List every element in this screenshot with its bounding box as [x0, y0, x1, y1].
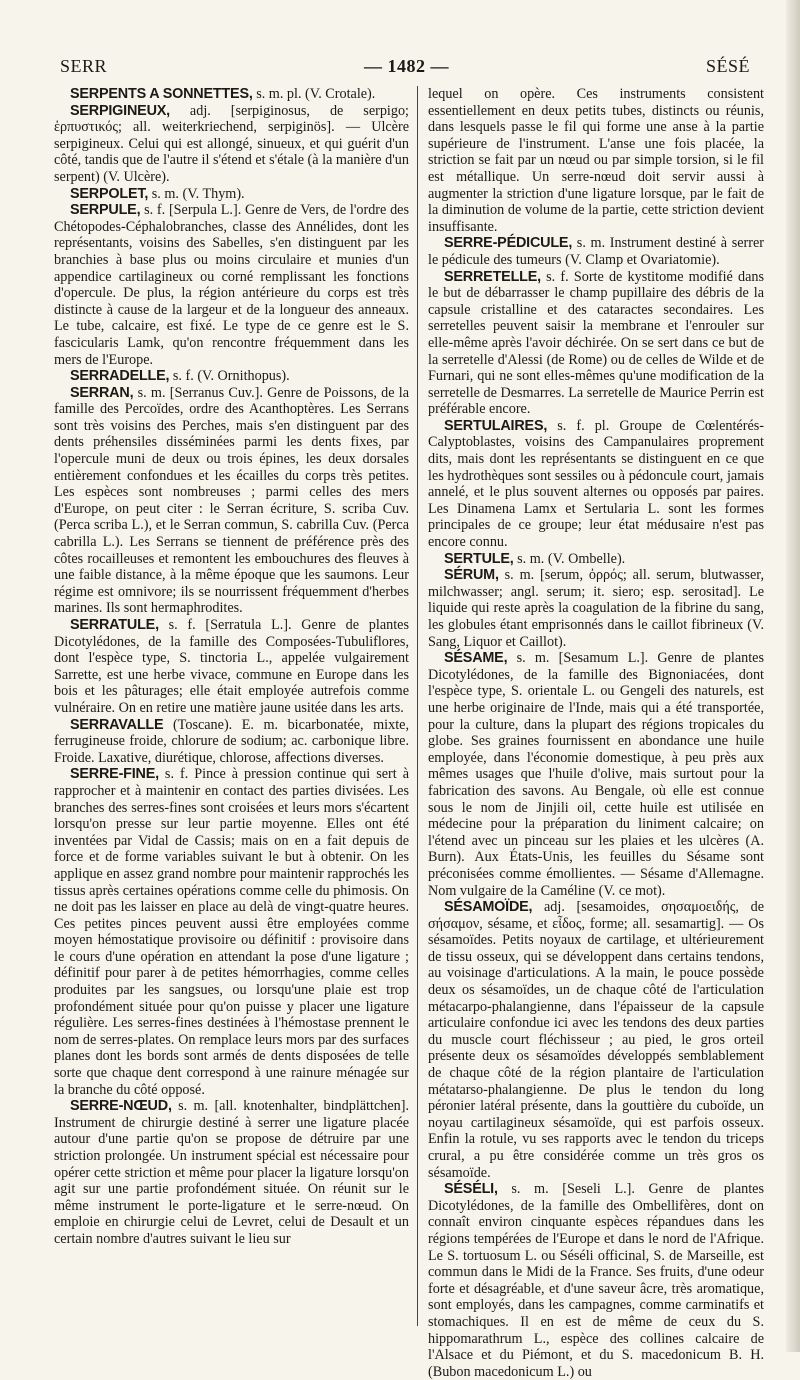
headword: SERRATULE, — [70, 617, 159, 633]
headword: SERRE-NŒUD, — [70, 1098, 172, 1115]
left-column — [54, 86, 409, 1248]
headword: SERRE-FINE, — [70, 766, 159, 783]
entry — [54, 617, 409, 717]
entry — [428, 551, 764, 568]
definition: s. f. pl. Groupe de Cœlentérés-Calyptoblastes, voisins des Campanulaires proprement dits, mais dont les représentants se distinguent en ce que les hydrothèques sont sessiles ou à pédoncule court, jamais annelé, et le plus souvent alternes ou opposés par paires. Les Dinamena Lamx et Sertularia L. sont les formes principales de ce groupe; leur état médusaire n'est pas encore connu. — [428, 417, 764, 551]
definition: s. f. Pince à pression continue qui sert à rapprocher et à maintenir en contact des parties divisées. Les branches des serres-fines sont croisées et leurs mors s'écartent lorsqu'on presse sur leur partie moyenne. Elles ont été inventées par Vidal de Cassis; mais on en a fait depuis de force et de forme variables suivant le but à obtenir. On les applique en assez grand nombre pour maintenir rapprochés les tissus après certaines opérations comme celle du phimosis. On ne doit pas les laisser en place au delà de vingt-quatre heures. Ces petites pinces peuvent aussi être employées comme moyen hémostatique provisoire ou définitif : provisoire dans le cours d'une opération en attendant la pose d'une ligature ; définitif pour parer à de petites hémorrhagies, comme celles produites par les sangsues, ou lorsqu'une plaie est trop profondément située pour qu'on puisse y placer une ligature régulière. Les serres-fines destinées à l'hémostase prennent le nom de serres-plates. On remplace leurs mors par des surfaces planes dont les bords sont armés de dents disposées de telle sorte que chaque dent correspond à une rainure ménagée sur la branche du côté opposé. — [54, 766, 409, 1098]
definition: s. m. Instrument destiné à serrer le pédicule des tumeurs (V. Clamp et Ovariatomie). — [428, 235, 764, 268]
entry — [428, 269, 764, 418]
headword: SERRAN, — [70, 384, 134, 401]
headword: SERRAVALLE — [70, 716, 164, 733]
running-head-left: SERR — [60, 55, 108, 76]
headword: SÉSAMOÏDE, — [444, 899, 533, 916]
entry — [54, 186, 409, 203]
column-rule — [417, 86, 418, 1326]
definition: s. m. (V. Ombelle). — [513, 550, 626, 567]
page-number: — 1482 — — [364, 55, 449, 76]
running-head — [60, 52, 750, 80]
headword: SERTULAIRES, — [444, 417, 548, 434]
definition: s. m. [Serranus Cuv.]. Genre de Poissons, de la famille des Percoïdes, ordre des Acanthoptères. Les Serrans sont très voisins des Perches, mais s'en distinguent par des dents préhensiles disséminées parmi les dents fixes, par l'opercule muni de deux ou trois épines, les deux dorsales entièrement confondues et les écailles du corps très petites. Les espèces sont nombreuses ; parmi celles des mers d'Europe, on peut citer : le Serran écriture, S. scriba Cuv. (Perca scriba L.), et le Serran commun, S. cabrilla Cuv. (Perca cabrilla L.). Les Serrans se tiennent de préférence près des côtes rocailleuses et remontent les embouchures des fleuves à une faible distance, à la même époque que les saumons. Leur régime est omnivore; ils se nourrissent fréquemment d'herbes marines. Ils sont hermaphrodites. — [54, 384, 409, 617]
definition: (Toscane). E. m. bicarbonatée, mixte, ferrugineuse froide, chlorure de sodium; ac. carbonique libre. Froide. Laxative, diurétique, chlorose, affections diverses. — [54, 716, 409, 766]
entry — [428, 899, 764, 1181]
headword: SÉSÉLI, — [444, 1181, 498, 1198]
definition: s. m. [serum, ὀρρός; all. serum, blutwasser, milchwasser; angl. serum; it. siero; esp. serositad]. Le liquide qui reste après la coagulation de la fibrine du sang, les globules étant emprisonnés dans le caillot fibrineux (V. Sang, Liquor et Caillot). — [428, 567, 764, 650]
entry — [54, 1098, 409, 1247]
entry — [428, 1181, 764, 1380]
headword: SERTULE, — [444, 550, 514, 567]
definition: s. f. Sorte de kystitome modifié dans le but de débarrasser le champ pupillaire des débris de la capsule cristalline et des cataractes secondaires. Les serretelles peuvent saisir la membrane et l'enrouler sur elle-même après l'avoir déchirée. On se sert dans ce but de la serretelle d'Alessi (de Rome) ou de celles de Wilde et de Furnari, qui ne sont elles-mêmes qu'une modification de la serretelle de Desmarres. La serretelle de Maurice Perrin est préférable encore. — [428, 268, 764, 418]
definition: s. m. [Sesamum L.]. Genre de plantes Dicotylédones, de la famille des Bignoniacées, dont l'espèce type, S. orientale L. ou Gengeli des naturels, est une herbe originaire de l'Inde, mais qui a été transportée, pour la culture, dans la plupart des régions tropicales du globe. Ses graines fournissent en abondance une huile employée, dans l'économie domestique, à peu près aux mêmes usages que l'huile d'olive, mais surtout pour la fabrication des savons. Au Bengale, où elle est connue sous le nom de Jinjili oil, cette huile est utilisée en médecine pour la préparation du liniment calcaire; on l'étend avec un pinceau sur les plaies et les ulcères (A. Burn). Aux États-Unis, les feuilles du Sésame sont préconisées comme émollientes. — Sésame d'Allemagne. Nom vulgaire de la Caméline (V. ce mot). — [428, 650, 764, 899]
entry — [54, 103, 409, 186]
definition: s. m. (V. Thym). — [148, 185, 245, 202]
entry-continuation: lequel on opère. Ces instruments consistent essentiellement en deux petits tubes, distincts ou réunis, dans lesquels passe le fil qui forme une anse à la partie supérieure de l'instrument. L'anse une fois placée, la striction se fait par un nœud ou par simple torsion, si le fil est métallique. Un serre-nœud doit servir aussi à augmenter la striction d'une ligature lorsque, par le fait de la diminution de volume de la partie, cette striction devient insuffisante. — [428, 86, 764, 235]
entry — [54, 766, 409, 1098]
headword: SERPIGINEUX, — [70, 102, 170, 119]
entry — [428, 567, 764, 650]
headword: SERPENTS A SONNETTES, — [70, 86, 253, 102]
headword: SÉSAME, — [444, 650, 508, 667]
scan-edge-shadow — [786, 0, 800, 1352]
headword: SERPULE, — [70, 202, 141, 219]
right-column — [428, 86, 764, 1380]
entry — [54, 385, 409, 617]
headword: SÉRUM, — [444, 567, 499, 584]
entry — [428, 650, 764, 899]
headword: SERRE-PÉDICULE, — [444, 235, 573, 252]
definition: adj. [sesamoides, σησαμοειδής, de σήσαμον, sésame, et εἶδος, forme; all. sesamartig]. — Os sésamoïdes. Petits noyaux de cartilage, et ultérieurement de tissu osseux, qui se développent dans certains tendons, au voisinage d'articulations. A la main, le pouce possède deux os sésamoïdes, un de chaque côté de l'articulation métacarpo-phalangienne, dans l'épaisseur de la capsule articulaire confondue ici avec les tendons des deux parties du muscle court fléchisseur ; au pied, le gros orteil présente deux os sésamoïdes développés semblablement de chaque côté de la région plantaire de l'articulation métatarso-phalangienne. De plus le tendon du long péronier latéral présente, dans la gouttière du cuboïde, un noyau cartilagineux sésamoïde, qui est parfois osseux. Enfin la rotule, vu ses rapports avec le tendon du triceps crural, a pu être considérée comme un très gros os sésamoïde. — [428, 899, 764, 1181]
entry — [54, 368, 409, 385]
definition: s. f. [Serratula L.]. Genre de plantes Dicotylédones, de la famille des Composées-Tubuliflores, dont l'espèce type, S. tinctoria L., appelée vulgairement Sarrette, est une herbe vivace, commune en Europe dans les bois et les pâturages; elle était employée autrefois comme vulnéraire. On en retire une matière jaune usitée dans les arts. — [54, 617, 409, 716]
definition: s. f. (V. Ornithopus). — [169, 368, 290, 385]
entry — [54, 202, 409, 368]
entry — [428, 235, 764, 268]
definition: adj. [serpiginosus, de serpigo; ἑρπυστικός; all. weiterkriechend, serpiginös]. — Ulcère serpigineux. Celui qui est allongé, sinueux, et qui guérit d'un côté, tandis que de l'autre il s'étend et s'étale (à la manière d'un serpent) (V. Ulcère). — [54, 102, 409, 185]
entry — [428, 418, 764, 551]
headword: SERPOLET, — [70, 185, 149, 202]
entry — [54, 717, 409, 767]
entry — [54, 86, 409, 103]
definition: s. f. [Serpula L.]. Genre de Vers, de l'ordre des Chétopodes-Céphalobranches, classe des Annélides, dont les représentants, voisins des Sabelles, s'en distinguent par les branchies à base plus ou moins circulaire et munies d'un appendice cartilagineux ou corné remplissant les fonctions d'opercule. De plus, la région antérieure du corps est très distincte à cause de la largeur et de la longueur des anneaux. Le tube, calcaire, est fixé. Le type de ce genre est le S. fascicularis Lamk, qu'on rencontre fréquemment dans les mers de l'Europe. — [54, 202, 409, 368]
definition: s. m. pl. (V. Crotale). — [252, 86, 376, 102]
running-head-right: SÉSÉ — [705, 55, 750, 76]
definition: s. m. [Seseli L.]. Genre de plantes Dicotylédones, de la famille des Ombellifères, dont on connaît environ cinquante espèces répandues dans les régions tempérées de l'Europe et dans le nord de l'Afrique. Le S. tortuosum L. ou Séséli officinal, S. de Marseille, est commun dans le Midi de la France. Ses fruits, d'une odeur forte et désagréable, et d'une saveur âcre, très aromatique, sont employés, dans les campagnes, comme carminatifs et stomachiques. Il en est de même de ceux du S. hippomarathrum L., espèce des collines calcaire de l'Alsace et du Piémont, et du S. macedonicum B. H. (Bubon macedonicum L.) ou — [428, 1181, 764, 1380]
definition: s. m. [all. knotenhalter, bindplättchen]. Instrument de chirurgie destiné à serrer une ligature placée autour d'une partie qu'on se propose de détruire par une striction prolongée. Un instrument spécial est nécessaire pour opérer cette striction et même pour placer la ligature lorsqu'on agit sur une partie profondément située. On réunit sur le même instrument le porte-ligature et le serre-nœud. On emploie en chirurgie celui de Levret, celui de Desault et un certain nombre d'autres suivant le lieu sur — [54, 1098, 409, 1247]
headword: SERRETELLE, — [444, 268, 541, 285]
headword: SERRADELLE, — [70, 368, 170, 385]
